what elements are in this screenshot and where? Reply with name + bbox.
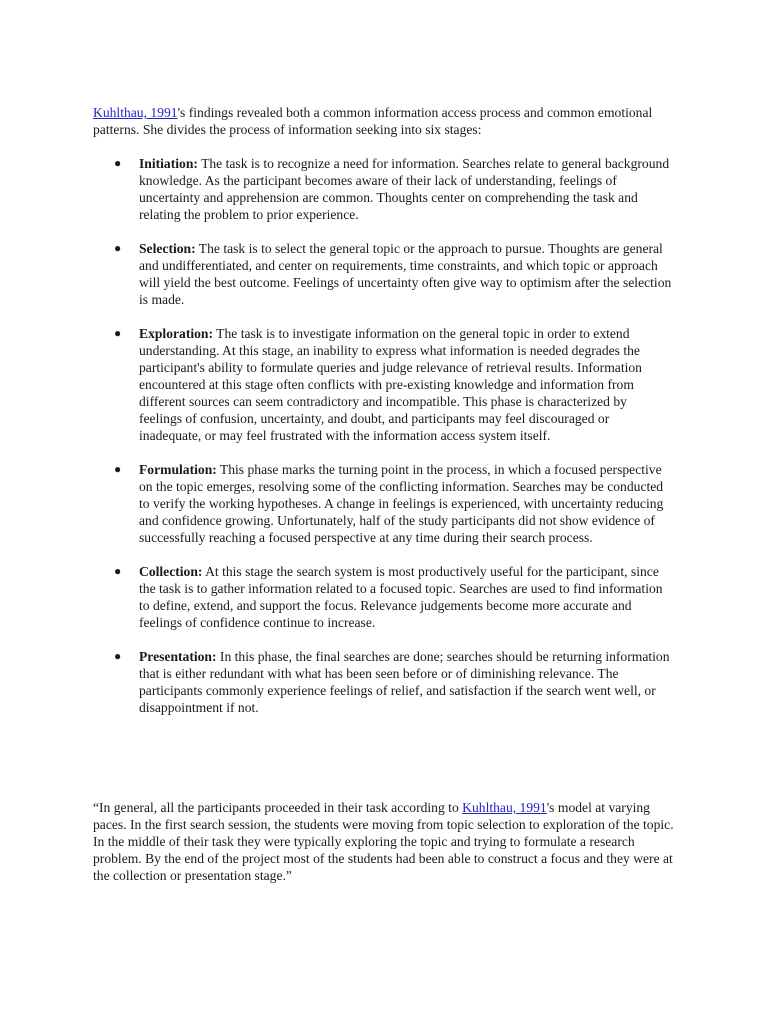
stage-name: Presentation: bbox=[139, 649, 217, 664]
bullet-icon: ● bbox=[114, 241, 122, 255]
stage-description: The task is to select the general topic or the approach to pursue. Thoughts are general and undifferentiated, and center on requirements, time constraints, and which topic or approach will yield the best outcome. Feelings of uncertainty often give way to optimism after the selection is made. bbox=[139, 241, 672, 307]
bullet-icon: ● bbox=[114, 462, 122, 476]
stage-name: Collection: bbox=[139, 564, 203, 579]
stage-name: Formulation: bbox=[139, 462, 217, 477]
stage-name: Exploration: bbox=[139, 326, 214, 341]
stage-name: Initiation: bbox=[139, 156, 198, 171]
stage-description: The task is to recognize a need for information. Searches relate to general background knowledge. As the participant becomes aware of their lack of understanding, feelings of uncertainty and apprehension are common. Thoughts center on comprehending the task and relating the problem to prior experience. bbox=[139, 156, 670, 222]
intro-paragraph bbox=[93, 104, 683, 138]
stage-description: The task is to investigate information on the general topic in order to extend understanding. At this stage, an inability to express what information is needed degrades the participant's ability to formulate queries and judge relevance of retrieval results. Information encountered at this stage often conflicts with pre-existing knowledge and information from different sources can seem contradictory and incompatible. This phase is characterized by feelings of confusion, uncertainty, and doubt, and participants may feel discouraged or inadequate, or may feel frustrated with the information access system itself. bbox=[139, 326, 642, 443]
quote-paragraph bbox=[93, 799, 683, 884]
citation-link[interactable]: Kuhlthau, 1991 bbox=[93, 105, 178, 120]
stage-selection bbox=[0, 240, 672, 308]
bullet-icon: ● bbox=[114, 649, 122, 663]
bullet-icon: ● bbox=[114, 564, 122, 578]
stage-description: This phase marks the turning point in the process, in which a focused perspective on the topic emerges, resolving some of the conflicting information. Searches may be conducted to verify the working hypotheses. A change in feelings is experienced, with uncertainty reducing and confidence growing. Unfortunately, half of the study participants did not show evidence of successfully reaching a focused perspective at any time during their search process. bbox=[139, 462, 664, 545]
bullet-icon: ● bbox=[114, 156, 122, 170]
stage-description: In this phase, the final searches are done; searches should be returning information that is either redundant with what has been seen before or of diminishing relevance. The participants commonly experience feelings of relief, and satisfaction if the search went well, or disappointment if not. bbox=[139, 649, 670, 715]
stage-formulation bbox=[0, 461, 672, 546]
quote-text-start: “In general, all the participants proceeded in their task according to bbox=[93, 800, 463, 815]
stage-collection bbox=[0, 563, 672, 631]
stage-description: At this stage the search system is most productively useful for the participant, since the task is to gather information related to a focused topic. Searches are used to find information to define, extend, and support the focus. Relevance judgements become more accurate and feelings of confidence continue to increase. bbox=[139, 564, 663, 630]
stage-exploration bbox=[0, 325, 672, 444]
stage-initiation bbox=[0, 155, 672, 223]
quote-text-end: 's model at varying paces. In the first search session, the students were moving from topic selection to exploration of the topic. In the middle of their task they were typically exploring the topic and trying to formulate a research problem. By the end of the project most of the students had been able to construct a focus and they were at the collection or presentation stage.” bbox=[93, 800, 674, 883]
bullet-icon: ● bbox=[114, 326, 122, 340]
stage-list bbox=[0, 155, 768, 733]
stage-name: Selection: bbox=[139, 241, 196, 256]
intro-text: 's findings revealed both a common information access process and common emotional patterns. She divides the process of information seeking into six stages: bbox=[93, 105, 653, 137]
citation-link[interactable]: Kuhlthau, 1991 bbox=[462, 800, 547, 815]
stage-presentation bbox=[0, 648, 672, 716]
